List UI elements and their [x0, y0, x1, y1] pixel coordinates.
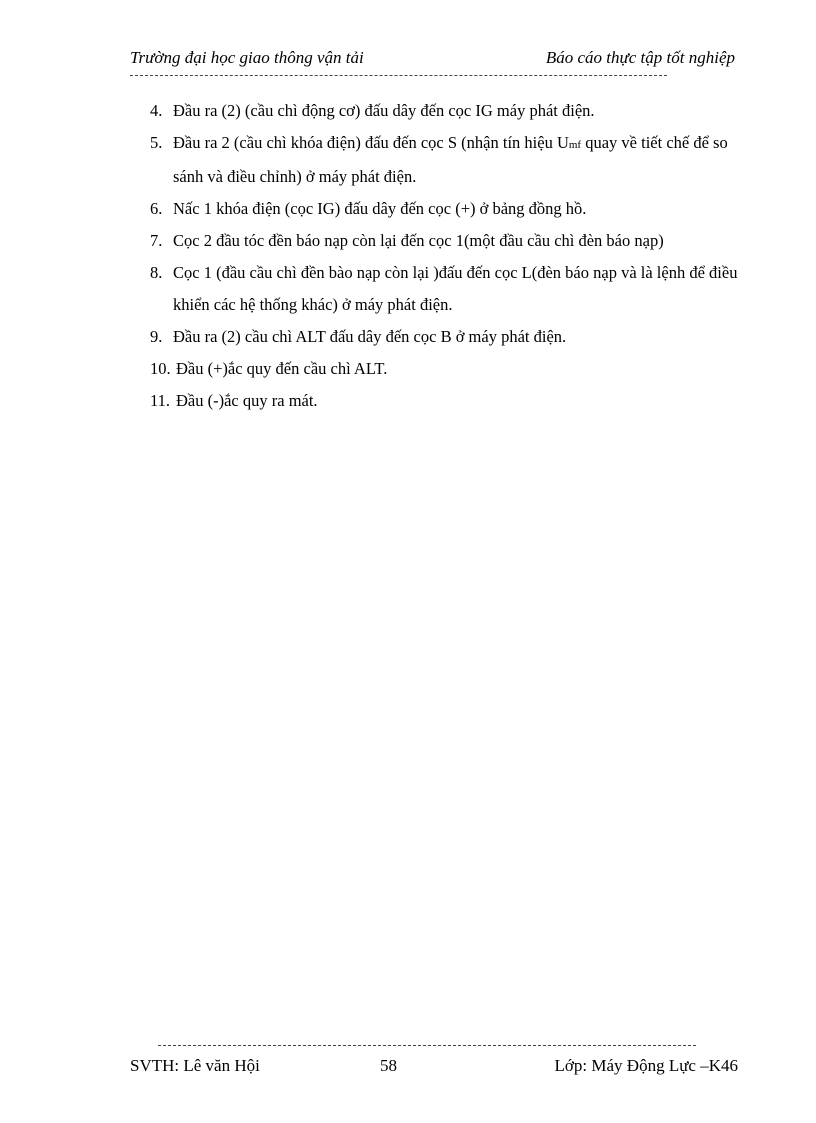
item-text: Cọc 2 đầu tóc đền báo nạp còn lại đến cọc 1(một đầu cầu chì đèn báo nạp)	[173, 231, 664, 250]
item-number: 6.	[150, 199, 163, 218]
page-footer	[130, 1056, 738, 1080]
item-number: 4.	[150, 101, 163, 120]
subscript-mf: mf	[568, 139, 582, 151]
item-number: 10.	[150, 359, 171, 378]
header-school-name: Trường đại học giao thông vận tải	[130, 48, 364, 67]
list-item-9	[150, 321, 740, 353]
list-item-8	[150, 257, 740, 321]
item-number: 7.	[150, 231, 163, 250]
list-item-11	[150, 385, 740, 417]
footer-student-name: SVTH: Lê văn Hội	[130, 1056, 260, 1075]
item-number: 9.	[150, 327, 163, 346]
item-number: 8.	[150, 263, 163, 282]
header-report-title: Báo cáo thực tập tốt nghiệp	[545, 48, 735, 67]
item-text: Đầu (+)ắc quy đến cầu chì ALT.	[176, 359, 388, 378]
item-text	[173, 127, 740, 193]
item-number: 5.	[150, 133, 163, 152]
wiring-steps-list	[150, 95, 740, 417]
list-item-4	[150, 95, 740, 127]
footer-class-name: Lớp: Máy Động Lực –K46	[554, 1056, 738, 1075]
item-text: Đầu ra (2) (cầu chì động cơ) đấu dây đến cọc IG máy phát điện.	[173, 101, 595, 120]
list-item-7	[150, 225, 740, 257]
item-text-part-b: quay về tiết chế để so sánh và điều chỉnh) ở máy phát điện.	[173, 133, 728, 186]
item-text-part-a: Đầu ra 2 (cầu chì khóa điện) đấu đến cọc S (nhận tín hiệu U	[173, 133, 569, 152]
footer-divider	[158, 1045, 696, 1046]
item-text: Nấc 1 khóa điện (cọc IG) đấu dây đến cọc (+) ở bảng đồng hồ.	[173, 199, 587, 218]
item-text: Cọc 1 (đầu cầu chì đền bào nạp còn lại )đấu đến cọc L(đèn báo nạp và là lệnh để điều khiển các hệ thống khác) ở máy phát điện.	[173, 263, 738, 314]
header-divider	[130, 75, 667, 76]
item-text: Đầu (-)ắc quy ra mát.	[176, 391, 318, 410]
list-item-6	[150, 193, 740, 225]
item-text: Đầu ra (2) cầu chì ALT đấu dây đến cọc B ở máy phát điện.	[173, 327, 567, 346]
item-number: 11.	[150, 391, 171, 410]
page-header	[130, 48, 735, 72]
footer-page-number: 58	[380, 1056, 397, 1075]
list-item-5	[150, 127, 740, 193]
list-item-10	[150, 353, 740, 385]
